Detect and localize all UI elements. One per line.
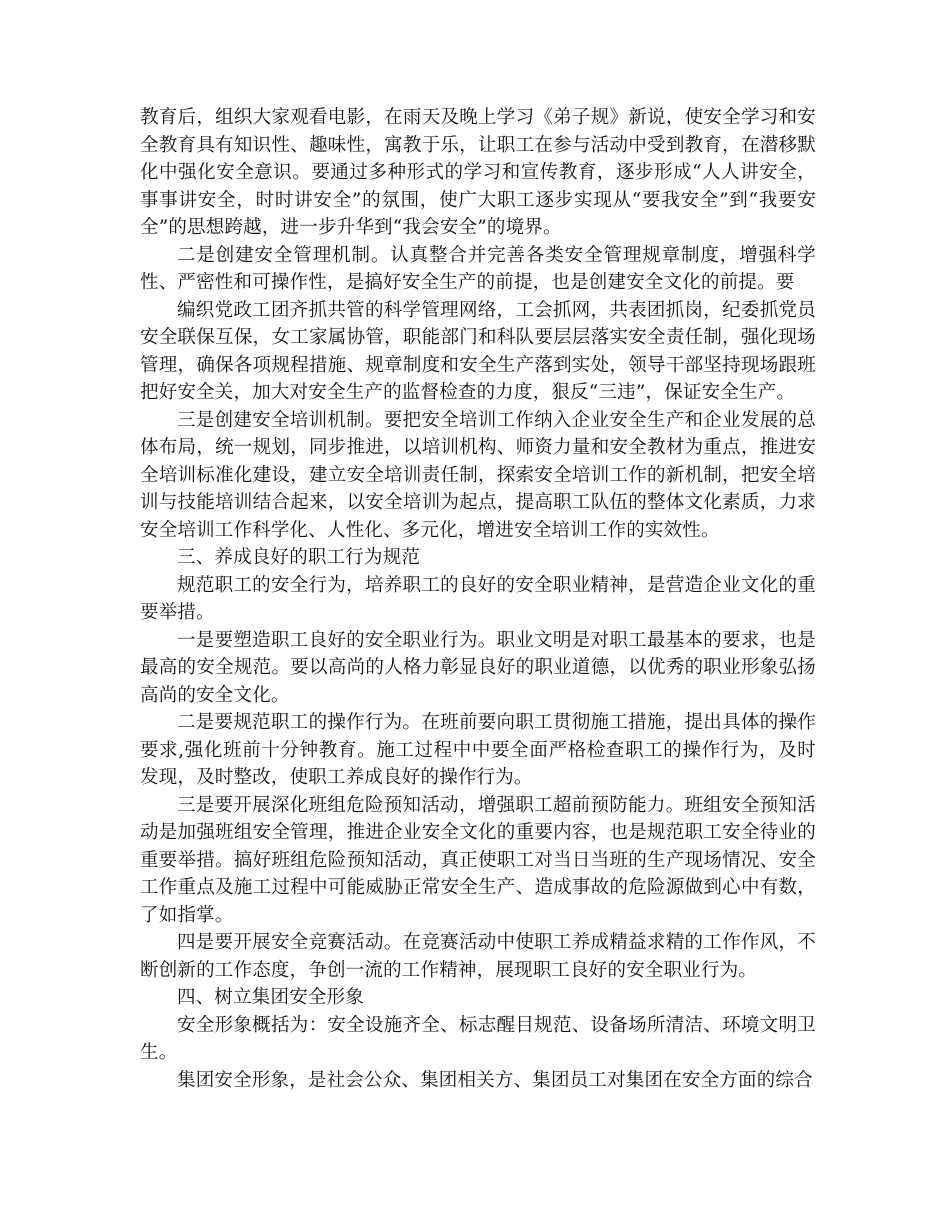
paragraph-4: 三是创建安全培训机制。要把安全培训工作纳入企业安全生产和企业发展的总体布局，统一规划，同步推进，以培训机构、师资力量和安全教材为重点，推进安全培训标准化建设，建立安全培训责任制，探索安全培训工作的新机制，把安全培训与技能培训结合起来，以安全培训为起点，提高职工队伍的整体文化素质，力求安全培训工作科学化、人性化、多元化，增进安全培训工作的实效性。 [140, 409, 816, 541]
paragraph-11: 集团安全形象，是社会公众、集团相关方、集团员工对集团在安全方面的综合 [177, 1069, 813, 1091]
paragraph-1: 教育后，组织大家观看电影，在雨天及晚上学习《弟子规》新说，使安全学习和安全教育具有知识性、趣味性，寓教于乐，让职工在参与活动中受到教育，在潜移默化中强化安全意识。要通过多种形式的学习和宣传教育，逐步形成“人人讲安全，事事讲安全，时时讲安全”的氛围，使广大职工逐步实现从“要我安全”到“我要安全”的思想跨越，进一步升华到“我会安全”的境界。 [140, 107, 816, 238]
paragraph-7: 二是要规范职工的操作行为。在班前要向职工贯彻施工措施，提出具体的操作要求,强化班前十分钟教育。施工过程中中要全面严格检查职工的操作行为，及时发现，及时整改，使职工养成良好的操作行为。 [140, 712, 816, 788]
document-body [140, 104, 816, 1094]
section-heading-3: 三、养成良好的职工行为规范 [177, 547, 421, 568]
paragraph-3: 编织党政工团齐抓共管的科学管理网络，工会抓网，共表团抓岗，纪委抓党员安全联保互保，女工家属协管，职能部门和科队要层层落实安全责任制，强化现场管理，确保各项规程措施、规章制度和安全生产落到实处，领导干部坚持现场跟班把好安全关，加大对安全生产的监督检查的力度，狠反“三违”，保证安全生产。 [140, 299, 816, 403]
paragraph-8: 三是要开展深化班组危险预知活动，增强职工超前预防能力。班组安全预知活动是加强班组安全管理，推进企业安全文化的重要内容，也是规范职工安全待业的重要举措。搞好班组危险预知活动，真正使职工对当日当班的生产现场情况、安全工作重点及施工过程中可能威胁正常安全生产、造成事故的危险源做到心中有数，了如指掌。 [140, 794, 816, 926]
paragraph-10: 安全形象概括为：安全设施齐全、标志醒目规范、设备场所清洁、环境文明卫生。 [140, 1014, 816, 1063]
paragraph-9: 四是要开展安全竞赛活动。在竞赛活动中使职工养成精益求精的工作作风，不断创新的工作态度，争创一流的工作精神，展现职工良好的安全职业行为。 [140, 932, 816, 981]
paragraph-6: 一是要塑造职工良好的安全职业行为。职业文明是对职工最基本的要求，也是最高的安全规范。要以高尚的人格力彰显良好的职业道德，以优秀的职业形象弘扬高尚的安全文化。 [140, 629, 816, 706]
paragraph-5: 规范职工的安全行为，培养职工的良好的安全职业精神，是营造企业文化的重要举措。 [140, 574, 816, 623]
section-heading-4: 四、树立集团安全形象 [177, 987, 365, 1008]
paragraph-2: 二是创建安全管理机制。认真整合并完善各类安全管理规章制度，增强科学性、严密性和可操作性，是搞好安全生产的前提，也是创建安全文化的前提。要 [140, 244, 816, 293]
